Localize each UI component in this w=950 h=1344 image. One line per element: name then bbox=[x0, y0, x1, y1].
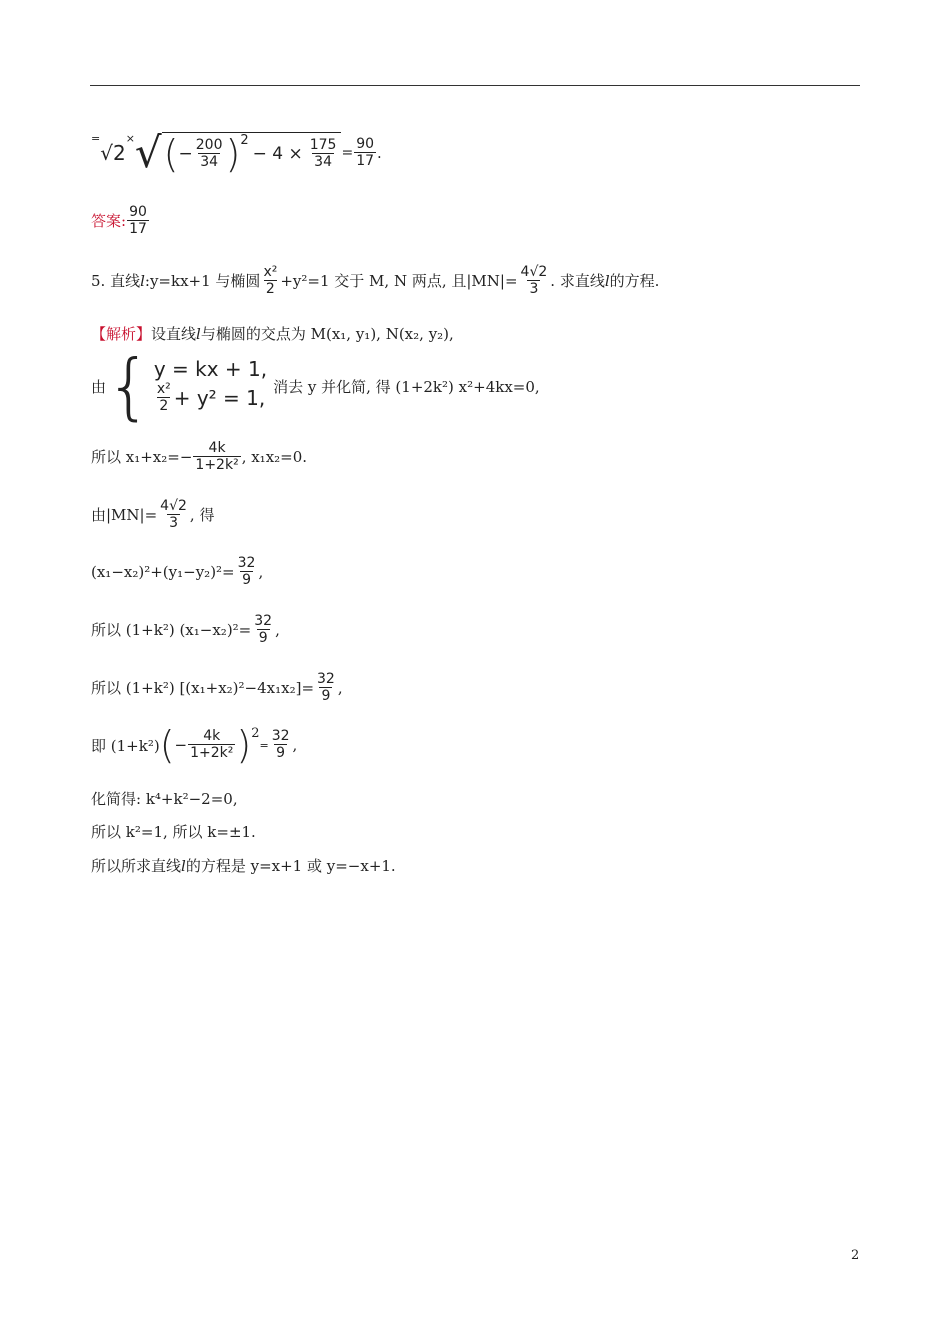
solution-step-1: 所以 x₁+x₂=− $\frac{4k}{\text{1+2k²}}$ , x₁x₂=0. bbox=[91, 440, 308, 474]
solution-conclusion: 所以所求直线 l 的方程是 y=x+1 或 y=−x+1. bbox=[91, 856, 396, 875]
answer-label: 答案: bbox=[91, 212, 127, 231]
solution-step-7: 化简得: k⁴+k²−2=0, bbox=[91, 790, 238, 808]
solution-step-3: (x₁−x₂)²+(y₁−y₂)²= $\frac{32}{9}$ , bbox=[91, 555, 264, 589]
solution-step-4: 所以 (1+k²) (x₁−x₂)²= $\frac{32}{9}$ , bbox=[91, 613, 280, 647]
header-rule bbox=[90, 85, 860, 86]
fraction-175-34: $\frac{175}{34}$ bbox=[309, 136, 337, 170]
big-sqrt: √ ( − $\frac{200}{34}$ ) 2 − 4 × $\frac{175}{34}$ bbox=[135, 132, 342, 174]
equation-system: 由 { y = kx + 1, $\frac{\text{x²}}{2}$ + y² = 1, 消去 y 并化简, 得 (1+2k²) x²+4kx=0, bbox=[91, 344, 540, 428]
sqrt-two: √2 bbox=[100, 141, 126, 165]
solution-intro: 【解析】 设直线 l 与椭圆的交点为 M(x₁, y₁), N(x₂, y₂), bbox=[91, 324, 454, 343]
page-number: 2 bbox=[851, 1248, 860, 1263]
answer-line bbox=[91, 204, 150, 238]
solution-step-8: 所以 k²=1, 所以 k=±1. bbox=[91, 823, 256, 841]
solution-step-5: 所以 (1+k²) [(x₁+x₂)²−4x₁x₂]= $\frac{32}{9}$ , bbox=[91, 671, 343, 705]
answer-fraction: $\frac{90}{17}$ bbox=[129, 204, 147, 238]
solution-tag: 【解析】 bbox=[91, 325, 152, 343]
calc-line: = √2 × √ ( − $\frac{200}{34}$ ) 2 − 4 × $\frac{175}{34}$ = $\frac{90}{17}$ . bbox=[91, 128, 382, 177]
fraction-90-17: $\frac{90}{17}$ bbox=[356, 136, 375, 170]
solution-step-6: 即 (1+k²) ( − $\frac{4k}{\text{1+2k²}}$ ) 2 = $\frac{32}{9}$ , bbox=[91, 723, 298, 767]
fraction-200-34: $\frac{200}{34}$ bbox=[195, 136, 223, 170]
question-5: 5. 直线 l :y=kx+1 与椭圆 $\frac{\text{x²}}{2}$ +y²=1 交于 M, N 两点, 且|MN|= $\frac{4√2}{3}$ . 求直线 l 的方程. bbox=[91, 264, 660, 298]
solution-step-2: 由|MN|= $\frac{4√2}{3}$ , 得 bbox=[91, 498, 215, 532]
